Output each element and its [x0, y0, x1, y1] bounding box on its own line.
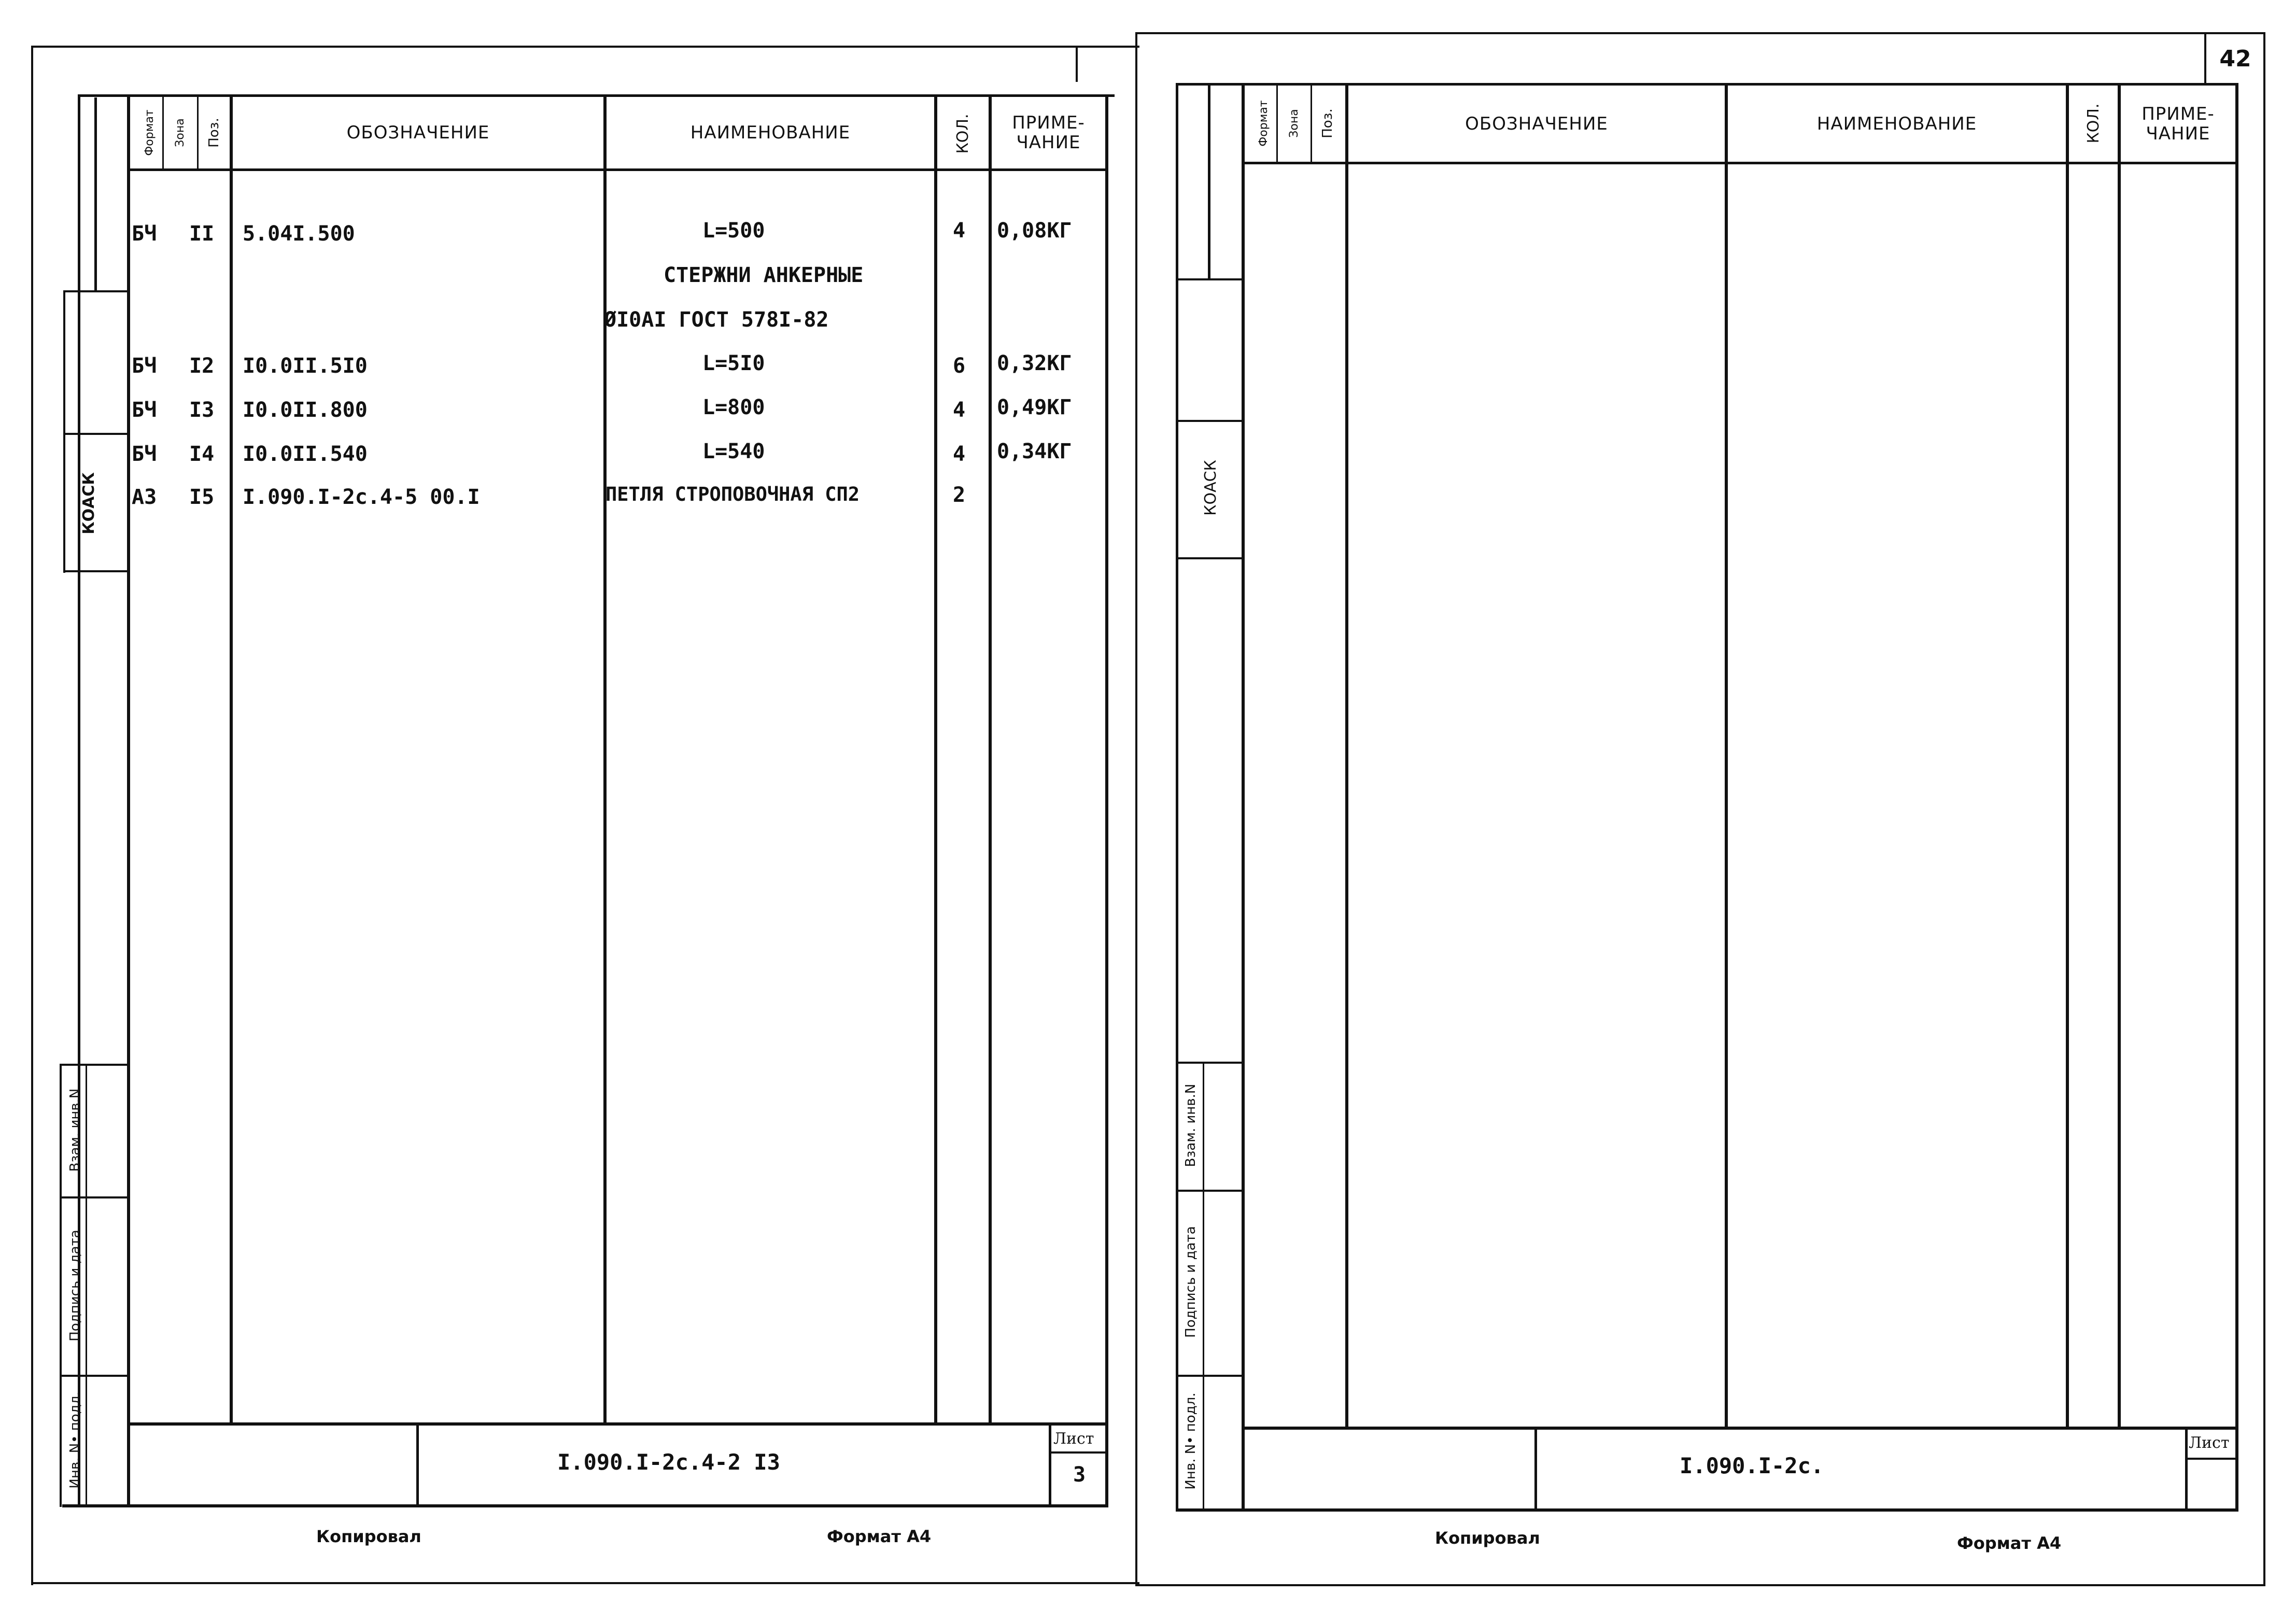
footer-format: Формат А4 — [827, 1527, 932, 1546]
header-note-line1: ПРИМЕ- — [1012, 112, 1085, 133]
table-row-note: 0,49КГ — [997, 396, 1072, 419]
table-row-pos: I5 — [189, 485, 215, 509]
header-name: НАИМЕНОВАНИЕ — [1816, 113, 1977, 134]
stamp-inv-vzam: Взам. инв.N — [67, 1088, 83, 1172]
table-row-format: БЧ — [132, 354, 157, 378]
header-note-line2: ЧАНИЕ — [1016, 132, 1081, 153]
header-name: НАИМЕНОВАНИЕ — [690, 122, 851, 143]
title-block-code: I.090.I-2c.4-2 I3 — [557, 1449, 780, 1475]
table-row-pos: I2 — [189, 354, 215, 378]
table-row-name: L=5I0 — [702, 351, 765, 375]
sheet-number: 3 — [1073, 1463, 1086, 1487]
table-row-note: 0,08КГ — [997, 219, 1072, 243]
side-label: КОАСК — [1201, 460, 1220, 516]
header-zone: Зона — [173, 118, 187, 147]
footer-format: Формат А4 — [1957, 1533, 2062, 1553]
table-row-pos: I4 — [189, 442, 215, 466]
header-zone: Зона — [1287, 109, 1301, 138]
side-label: КОАСК — [79, 472, 98, 534]
table-row-pos: II — [189, 222, 215, 246]
header-pos: Поз. — [206, 118, 222, 148]
sheet-label: Лист — [1053, 1430, 1094, 1448]
table-row-note: 0,34КГ — [997, 440, 1072, 463]
table-row-format: БЧ — [132, 222, 157, 246]
table-row-format: БЧ — [132, 398, 157, 422]
stamp-inv-vzam: Взам. инв.N — [1183, 1083, 1199, 1167]
table-row-qty: 2 — [953, 483, 966, 507]
title-block-code: I.090.I-2c. — [1680, 1453, 1824, 1478]
page-number: 42 — [2219, 45, 2251, 72]
table-row-format: БЧ — [132, 442, 157, 466]
table-row-name: ØI0AI ГОСТ 578I-82 — [604, 308, 829, 332]
table-row-pos: I3 — [189, 398, 215, 422]
header-note-line2: ЧАНИЕ — [2146, 123, 2210, 144]
footer-copied: Копировал — [316, 1527, 421, 1546]
header-pos: Поз. — [1320, 108, 1335, 138]
stamp-inv-podl: Инв. N• подл. — [1183, 1392, 1199, 1490]
table-row-name: L=500 — [702, 219, 765, 243]
header-qty: КОЛ. — [2084, 103, 2103, 144]
header-designation: ОБОЗНАЧЕНИЕ — [1465, 113, 1608, 134]
header-note — [992, 97, 1105, 168]
header-note-line1: ПРИМЕ- — [2142, 103, 2215, 124]
table-row-qty: 6 — [953, 354, 966, 378]
stamp-inv-podl: Инв. N• подл. — [67, 1391, 83, 1489]
table-row-designation: I.090.I-2c.4-5 00.I — [243, 485, 480, 509]
header-note — [2121, 86, 2235, 162]
table-row-designation: I0.0II.800 — [243, 398, 368, 422]
table-row-note: 0,32КГ — [997, 351, 1072, 375]
table-row-designation: I0.0II.540 — [243, 442, 368, 466]
header-qty: КОЛ. — [953, 114, 972, 154]
stamp-sign-date: Подпись и дата — [1183, 1226, 1199, 1338]
table-row-name: L=800 — [702, 396, 765, 419]
sheet-label: Лист — [2189, 1434, 2230, 1452]
table-row-format: А3 — [132, 485, 157, 509]
table-row-designation: I0.0II.5I0 — [243, 354, 368, 378]
header-designation: ОБОЗНАЧЕНИЕ — [346, 122, 490, 143]
footer-copied: Копировал — [1435, 1528, 1540, 1548]
table-row-qty: 4 — [953, 398, 966, 422]
table-row-qty: 4 — [953, 442, 966, 466]
header-format: Формат — [143, 109, 156, 156]
table-row-name: СТЕРЖНИ АНКЕРНЫЕ — [664, 263, 864, 287]
table-row-name: ПЕТЛЯ СТРОПОВОЧНАЯ СП2 — [605, 483, 860, 505]
header-format: Формат — [1257, 100, 1270, 147]
table-row-name: L=540 — [702, 440, 765, 463]
stamp-sign-date: Подпись и дата — [67, 1230, 83, 1342]
table-row-qty: 4 — [953, 219, 966, 243]
table-row-designation: 5.04I.500 — [243, 222, 355, 246]
